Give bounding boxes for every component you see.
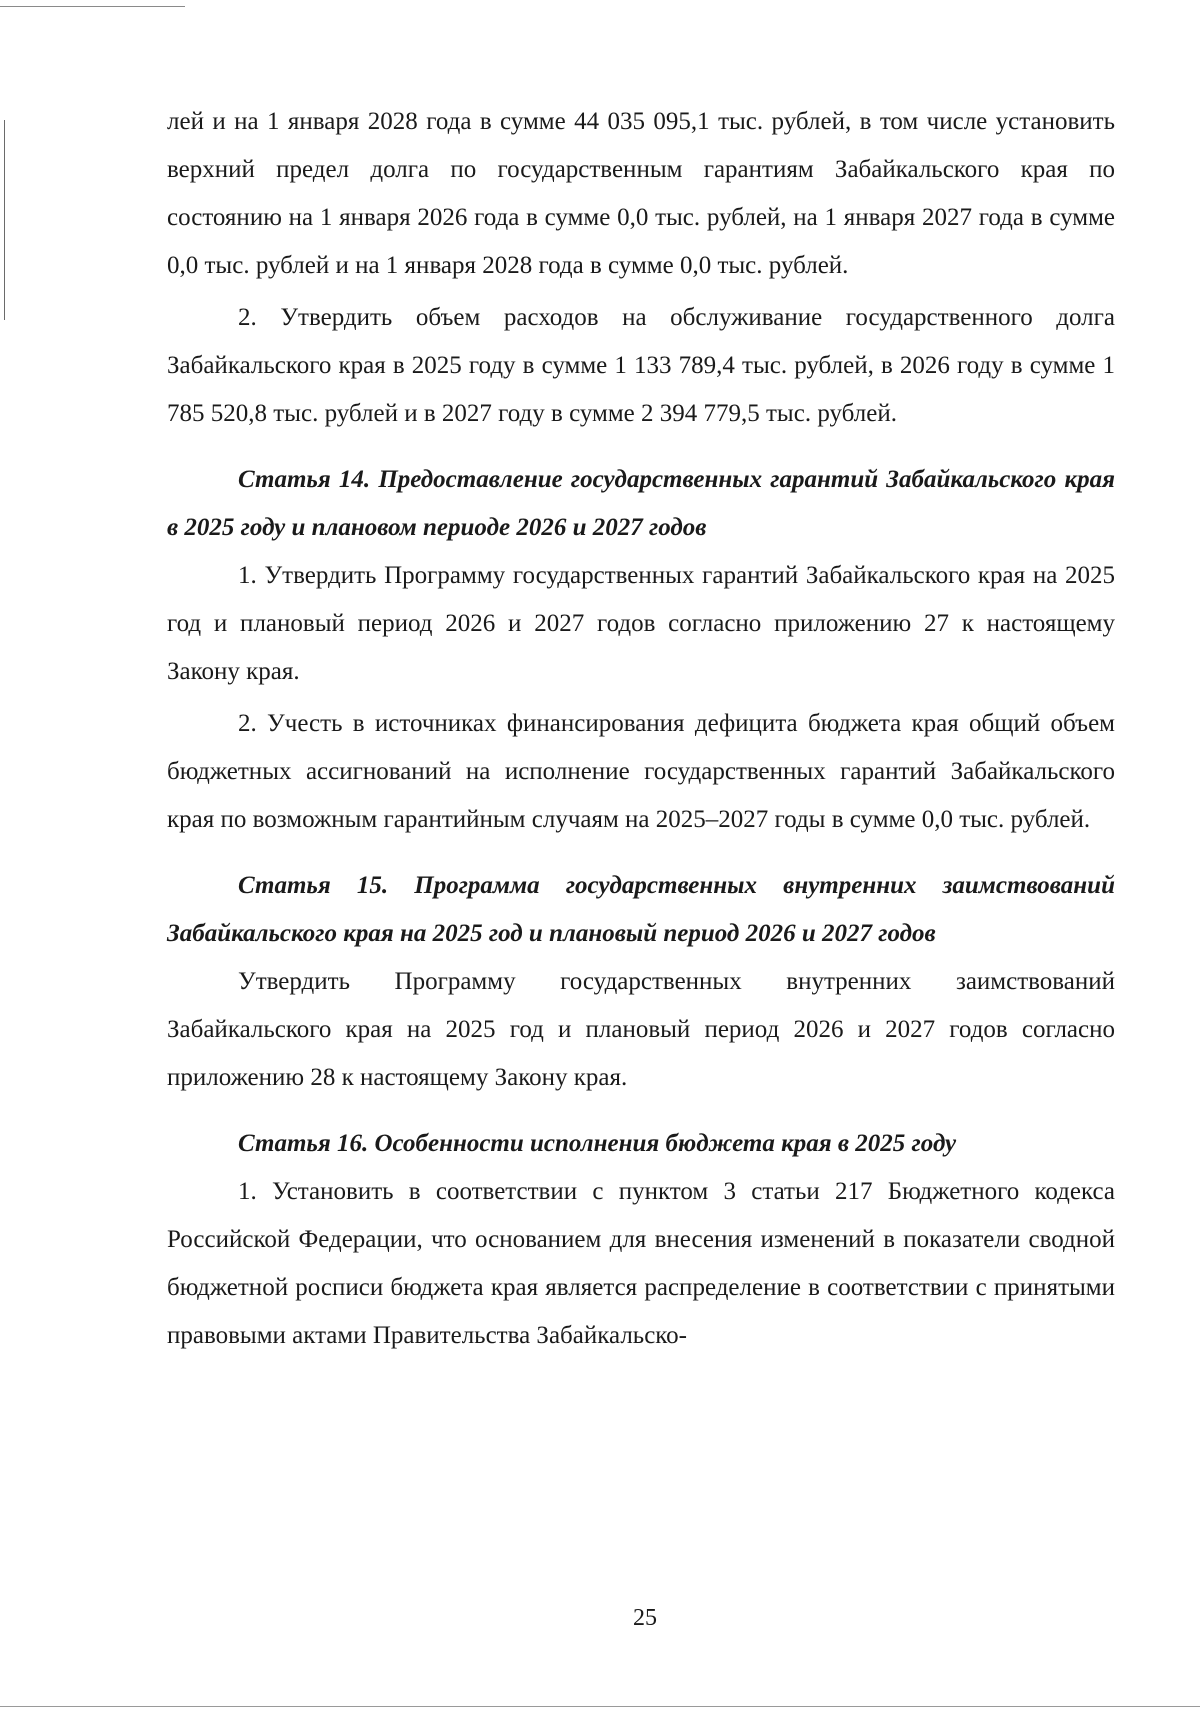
paragraph-article-14-item-1: 1. Утвердить Программу государственных гарантий Забайкальского края на 2025 год и плановый период 2026 и 2027 годов согласно приложению 27 к настоящему Закону края. xyxy=(167,562,1115,685)
paragraph-article-15: Утвердить Программу государственных внутренних заимствований Забайкальского края на 2025 год и плановый период 2026 и 2027 годов согласно приложению 28 к настоящему Закону края. xyxy=(167,968,1115,1091)
scan-edge-top xyxy=(0,6,185,7)
page-number: 25 xyxy=(633,1605,657,1631)
article-14-heading: Статья 14. Предоставление государственных гарантий Забайкальского края в 2025 году и плановом периоде 2026 и 2027 годов xyxy=(167,466,1115,541)
paragraph-article-14-item-2: 2. Учесть в источниках финансирования дефицита бюджета края общий объем бюджетных ассигнований на исполнение государственных гарантий Забайкальского края по возможным гарантийным случаям на 2025–2027 годы в сумме 0,0 тыс. рублей. xyxy=(167,710,1115,833)
paragraph-article-16-item-1: 1. Установить в соответствии с пунктом 3 статьи 217 Бюджетного кодекса Российской Федерации, что основанием для внесения изменений в показатели сводной бюджетной росписи бюджета края является распределение в соответствии с принятыми правовыми актами Правительства Забайкальско- xyxy=(167,1178,1115,1349)
article-16-heading: Статья 16. Особенности исполнения бюджета края в 2025 году xyxy=(238,1130,957,1157)
scan-edge-bottom xyxy=(0,1706,1200,1707)
document-page xyxy=(167,98,1115,1360)
paragraph-debt-service: 2. Утвердить объем расходов на обслуживание государственного долга Забайкальского края в 2025 году в сумме 1 133 789,4 тыс. рублей, в 2026 году в сумме 1 785 520,8 тыс. рублей и в 2027 году в сумме 2 394 779,5 тыс. рублей. xyxy=(167,304,1115,427)
article-15-heading: Статья 15. Программа государственных внутренних заимствований Забайкальского края на 2025 год и плановый период 2026 и 2027 годов xyxy=(167,872,1115,947)
paragraph-continuation: лей и на 1 января 2028 года в сумме 44 035 095,1 тыс. рублей, в том числе установить верхний предел долга по государственным гарантиям Забайкальского края по состоянию на 1 января 2026 года в сумме 0,0 тыс. рублей, на 1 января 2027 года в сумме 0,0 тыс. рублей и на 1 января 2028 года в сумме 0,0 тыс. рублей. xyxy=(167,108,1115,279)
scan-edge-left xyxy=(4,120,5,320)
